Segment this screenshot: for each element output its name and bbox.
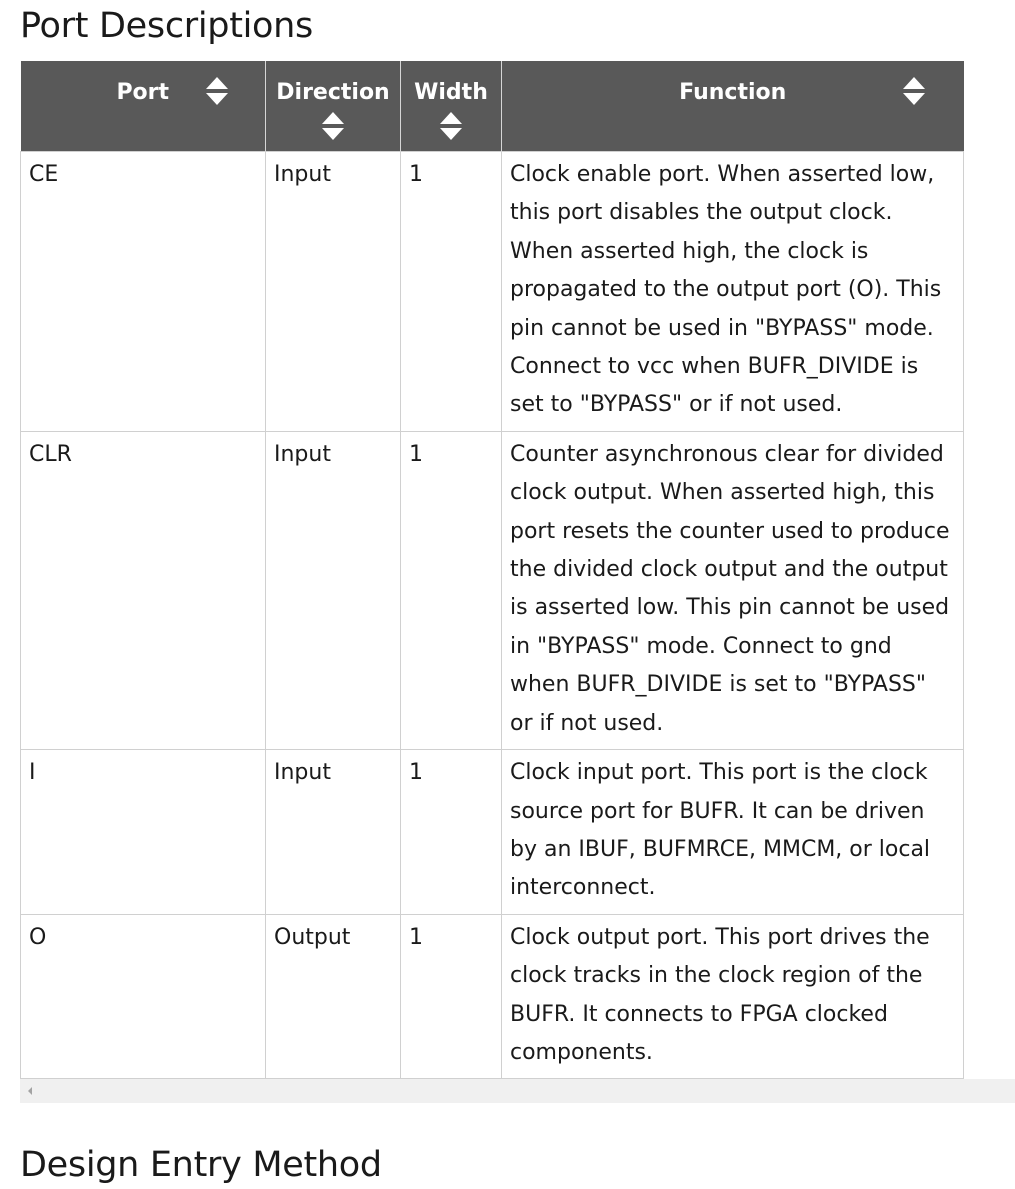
- sort-icon[interactable]: [439, 111, 463, 141]
- table-header-row: [21, 61, 964, 152]
- function-cell: Counter asynchronous clear for divided clock output. When asserted high, this port resets the counter used to produce the divided clock output and the output is asserted low. This pin cannot be used in "BYPASS" mode. Connect to gnd when BUFR_DIVIDE is set to "BYPASS" or if not used.: [502, 431, 964, 749]
- port-cell: I: [21, 750, 266, 915]
- section-heading-design-entry: Design Entry Method: [20, 1145, 382, 1185]
- column-header-width[interactable]: [401, 61, 502, 152]
- function-cell: Clock input port. This port is the clock source port for BUFR. It can be driven by an IBUF, BUFMRCE, MMCM, or local interconnect.: [502, 750, 964, 915]
- table-row: [21, 152, 964, 432]
- table-scroll-container[interactable]: [20, 61, 1015, 1103]
- column-header-label: Width: [414, 80, 488, 105]
- width-cell: 1: [401, 914, 502, 1079]
- port-cell: CLR: [21, 431, 266, 749]
- sort-icon[interactable]: [902, 76, 926, 106]
- port-cell: CE: [21, 152, 266, 432]
- direction-cell: Input: [266, 431, 401, 749]
- direction-cell: Input: [266, 750, 401, 915]
- sort-icon[interactable]: [205, 76, 229, 106]
- sort-icon[interactable]: [321, 111, 345, 141]
- table-row: [21, 750, 964, 915]
- direction-cell: Input: [266, 152, 401, 432]
- column-header-label: Function: [679, 80, 787, 105]
- scroll-left-arrow-icon[interactable]: [28, 1087, 32, 1095]
- column-header-port[interactable]: [21, 61, 266, 152]
- width-cell: 1: [401, 152, 502, 432]
- direction-cell: Output: [266, 914, 401, 1079]
- function-cell: Clock enable port. When asserted low, this port disables the output clock. When asserted high, the clock is propagated to the output port (O). This pin cannot be used in "BYPASS" mode. Connect to vcc when BUFR_DIVIDE is set to "BYPASS" or if not used.: [502, 152, 964, 432]
- page-title: Port Descriptions: [20, 6, 313, 46]
- function-cell: Clock output port. This port drives the clock tracks in the clock region of the BUFR. It connects to FPGA clocked components.: [502, 914, 964, 1079]
- port-descriptions-table: [20, 61, 964, 1079]
- column-header-label: Direction: [276, 80, 390, 105]
- table-row: [21, 431, 964, 749]
- port-cell: O: [21, 914, 266, 1079]
- column-header-direction[interactable]: [266, 61, 401, 152]
- width-cell: 1: [401, 750, 502, 915]
- column-header-function[interactable]: [502, 61, 964, 152]
- width-cell: 1: [401, 431, 502, 749]
- column-header-label: Port: [116, 80, 170, 105]
- table-row: [21, 914, 964, 1079]
- horizontal-scrollbar[interactable]: [20, 1079, 1015, 1103]
